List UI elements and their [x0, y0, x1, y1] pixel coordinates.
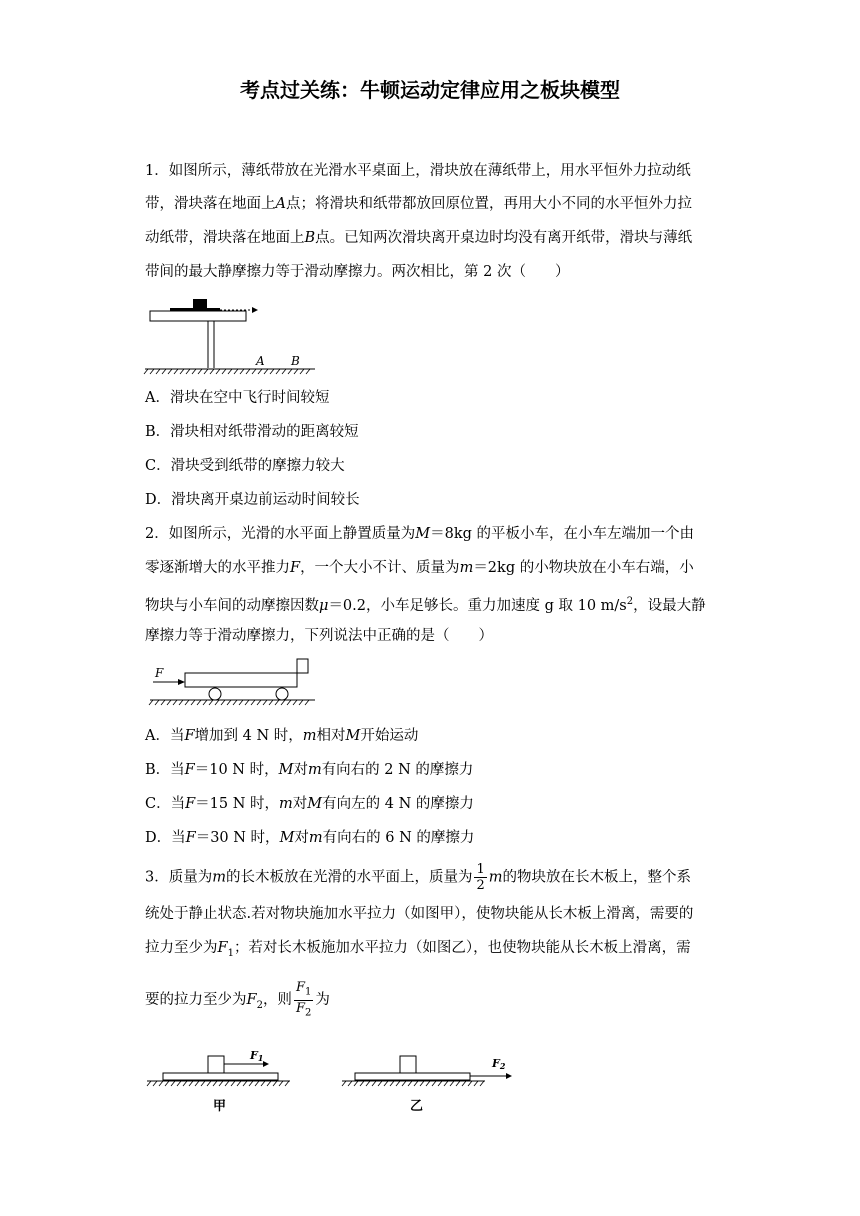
board-jia — [163, 1073, 278, 1080]
q2-option-a: A．当F增加到 4 N 时，m相对M开始运动 — [145, 728, 419, 744]
q3-figure-yi — [340, 1045, 520, 1115]
q2-line-3: 物块与小车间的动摩擦因数μ＝0.2，小车足够长。重力加速度 g 取 10 $m/s^2$，设最大静 — [145, 596, 706, 614]
q3-line-2: 统处于静止状态.若对物块施加水平拉力（如图甲），使物块能从长木板上滑离，需要的 — [145, 906, 694, 922]
label-yi: 乙 — [410, 1099, 424, 1114]
q1-line-3: 动纸带，滑块落在地面上B点。已知两次滑块离开桌边时均没有离开纸带，滑块与薄纸 — [145, 230, 693, 246]
cart-body — [185, 673, 297, 687]
q1-line-1: 1．如图所示，薄纸带放在光滑水平桌面上，滑块放在薄纸带上，用水平恒外力拉动纸 — [145, 163, 691, 179]
q1-option-a: A．滑块在空中飞行时间较短 — [145, 390, 330, 406]
wheel-left — [209, 688, 221, 700]
fraction-half: $\frac{1}{2}$ — [476, 862, 485, 893]
q1-option-c: C．滑块受到纸带的摩擦力较大 — [145, 458, 345, 474]
force-f1-label: F1 — [250, 1049, 264, 1063]
q3-line-1: 3．质量为m的长木板放在光滑的水平面上，质量为 $\frac{1}{2}$ m的物块放在长木板上，整个系 — [145, 862, 692, 893]
q2-line-2: 零逐渐增大的水平推力F，一个大小不计、质量为m＝2kg 的小物块放在小车右端，小 — [145, 560, 694, 576]
q2-option-c: C．当F＝15 N 时，m对M有向左的 4 N 的摩擦力 — [145, 796, 474, 812]
q2-figure — [145, 655, 320, 705]
fraction-f1-f2: $\frac{F_1}{F_2}$ — [295, 980, 312, 1019]
q1-figure — [140, 295, 320, 380]
q3-line-3: 拉力至少为$F_1$；若对长木板施加水平拉力（如图乙），也使物块能从长木板上滑离，需 — [145, 940, 691, 959]
paper-strip — [170, 308, 220, 311]
q1-line-4: 带间的最大静摩擦力等于滑动摩擦力。两次相比，第 2 次（ ） — [145, 264, 570, 280]
point-b-label: B — [291, 354, 300, 368]
page-title: 考点过关练：牛顿运动定律应用之板块模型 — [240, 78, 620, 102]
block-yi — [400, 1056, 416, 1073]
label-jia: 甲 — [213, 1099, 227, 1114]
q1-option-d: D．滑块离开桌边前运动时间较长 — [145, 492, 360, 508]
q3-figure-jia — [145, 1045, 295, 1115]
q2-line-4: 摩擦力等于滑动摩擦力，下列说法中正确的是（ ） — [145, 628, 493, 644]
q2-option-b: B．当F＝10 N 时，M对m有向右的 2 N 的摩擦力 — [145, 762, 474, 778]
q1-option-b: B．滑块相对纸带滑动的距离较短 — [145, 424, 359, 440]
q3-line-4: 要的拉力至少为$F_2$，则 $\frac{F_1}{F_2}$ 为 — [145, 980, 330, 1019]
point-a-label: A — [256, 354, 265, 368]
q2-line-1: 2．如图所示，光滑的水平面上静置质量为M＝8kg 的平板小车，在小车左端加一个由 — [145, 526, 694, 542]
force-f2-label: F2 — [492, 1057, 506, 1071]
q1-line-2: 带，滑块落在地面上A点；将滑块和纸带都放回原位置，再用大小不同的水平恒外力拉 — [145, 196, 692, 212]
wheel-right — [276, 688, 288, 700]
q2-option-d: D．当F＝30 N 时，M对m有向右的 6 N 的摩擦力 — [145, 830, 475, 846]
small-block — [297, 659, 308, 673]
board-yi — [355, 1073, 470, 1080]
block-jia — [208, 1056, 224, 1073]
table-top — [150, 311, 246, 321]
force-f-label: F — [155, 666, 164, 680]
slider-block — [193, 299, 207, 308]
